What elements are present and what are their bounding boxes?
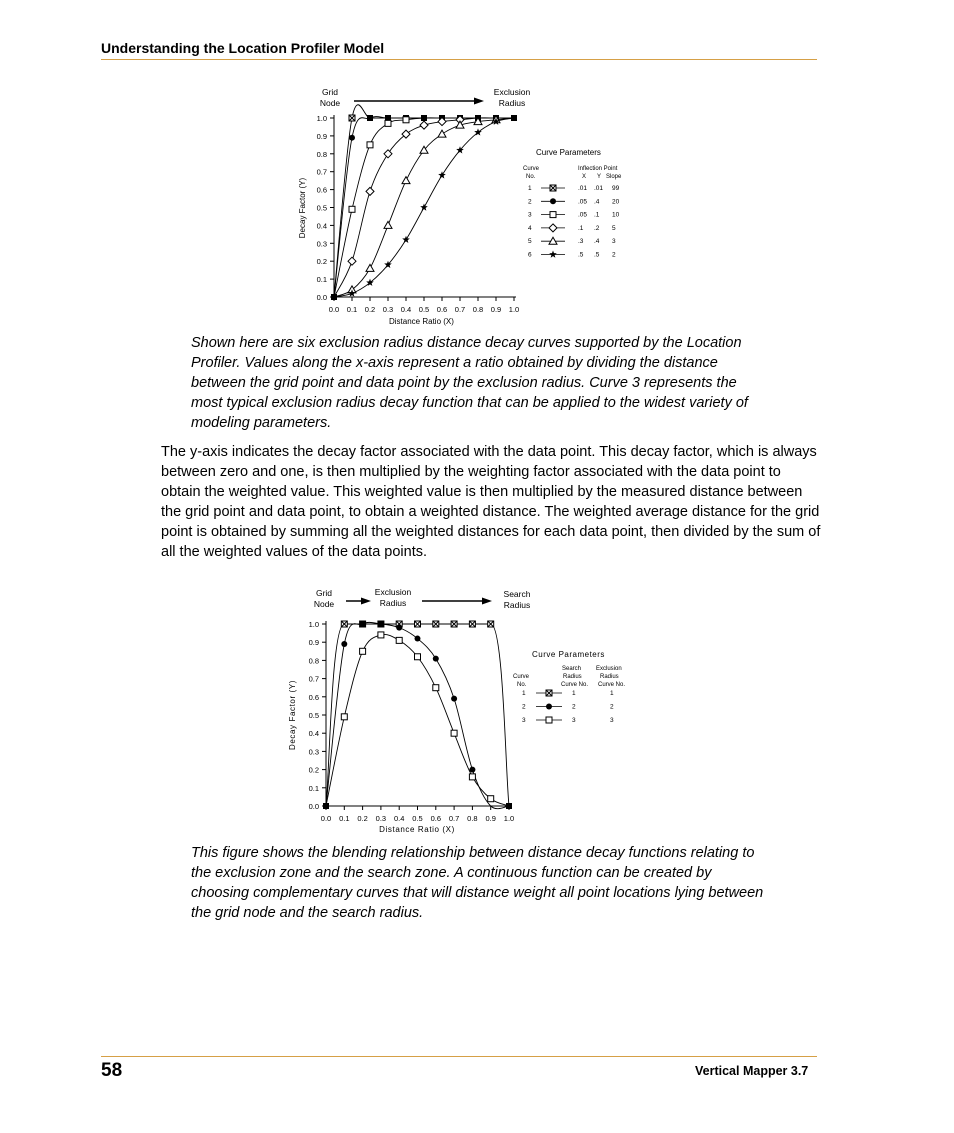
y-tick-label: 0.3 bbox=[308, 747, 319, 757]
legend-header: Radius bbox=[600, 674, 619, 680]
legend-curve-no: 2 bbox=[522, 703, 526, 711]
x-tick-label: 0.8 bbox=[467, 814, 478, 823]
y-tick-label: 1.0 bbox=[316, 114, 327, 123]
legend-header: No. bbox=[526, 174, 536, 180]
legend-x: .5 bbox=[578, 251, 584, 259]
legend-x: .3 bbox=[578, 238, 584, 246]
y-tick-label: 0.4 bbox=[316, 221, 327, 231]
marker-square bbox=[433, 685, 439, 691]
x-axis-label: Distance Ratio (X) bbox=[389, 317, 454, 326]
marker-diamond bbox=[348, 257, 356, 265]
x-tick-label: 0.4 bbox=[400, 305, 412, 314]
legend-slope: 5 bbox=[612, 224, 616, 232]
marker-square bbox=[396, 637, 402, 643]
legend-header: Curve No. bbox=[561, 682, 589, 688]
exclusion-arrow bbox=[346, 598, 371, 605]
y-tick-label: 0.2 bbox=[308, 765, 319, 775]
marker-star bbox=[549, 251, 557, 258]
x-tick-label: 0.4 bbox=[393, 814, 405, 823]
marker-square bbox=[349, 206, 355, 212]
x-tick-label: 0.3 bbox=[375, 814, 387, 823]
y-tick-label: 0.8 bbox=[308, 656, 319, 666]
legend-slope: 10 bbox=[612, 211, 620, 219]
y-tick-label: 0.1 bbox=[316, 275, 327, 285]
marker-dot bbox=[433, 656, 439, 662]
x-tick-label: 1.0 bbox=[508, 305, 520, 314]
series-line-1 bbox=[334, 105, 514, 297]
legend-slope: 2 bbox=[612, 251, 616, 259]
x-tick-label: 0.7 bbox=[454, 305, 466, 314]
legend-header: Slope bbox=[606, 174, 622, 180]
marker-xsquare bbox=[488, 621, 494, 627]
legend-header: Y bbox=[597, 174, 602, 180]
legend-slope: 3 bbox=[612, 238, 616, 246]
legend-search: 3 bbox=[572, 717, 576, 724]
legend-curve-no: 6 bbox=[528, 251, 532, 259]
legend-header: Radius bbox=[563, 674, 582, 680]
figure2-caption: This figure shows the blending relationship between distance decay functions relating to the exclusion zone and the search zone. A continuous function can be created by choosing complementary curves that will distance weight all point locations lying between the grid node and the search radius. bbox=[191, 845, 764, 921]
marker-xsquare bbox=[550, 185, 556, 191]
x-tick-label: 0.6 bbox=[430, 814, 442, 823]
footer-rule bbox=[101, 1056, 817, 1057]
x-tick-label: 0.6 bbox=[436, 305, 448, 314]
legend-y: .2 bbox=[594, 224, 600, 232]
legend-curve-no: 3 bbox=[528, 211, 532, 219]
marker-square bbox=[550, 212, 556, 218]
legend-search: 2 bbox=[572, 703, 576, 711]
marker-dot bbox=[415, 636, 421, 642]
y-tick-label: 0.0 bbox=[316, 293, 327, 302]
marker-square bbox=[385, 120, 391, 126]
y-tick-label: 0.0 bbox=[308, 802, 319, 811]
x-tick-label: 0.1 bbox=[346, 305, 358, 314]
legend-y: .4 bbox=[594, 198, 600, 206]
x-tick-label: 0.0 bbox=[328, 305, 340, 314]
y-tick-label: 0.6 bbox=[308, 692, 319, 702]
y-tick-label: 0.2 bbox=[316, 257, 327, 267]
legend-curve-no: 5 bbox=[528, 238, 532, 246]
marker-triangle bbox=[438, 130, 446, 137]
y-tick-label: 0.4 bbox=[308, 729, 319, 739]
x-tick-label: 0.9 bbox=[485, 814, 496, 823]
exclusion-radius-label: Exclusion bbox=[493, 87, 531, 97]
grid-node-label: Grid bbox=[321, 87, 339, 97]
marker-dot bbox=[550, 198, 556, 204]
marker-square bbox=[360, 648, 366, 654]
marker-star bbox=[438, 171, 446, 178]
header-rule bbox=[101, 59, 817, 60]
marker-xsquare bbox=[349, 115, 355, 121]
legend-header: X bbox=[582, 174, 587, 180]
y-tick-label: 0.3 bbox=[316, 239, 327, 249]
x-tick-label: 0.1 bbox=[339, 814, 350, 823]
legend-search: 1 bbox=[572, 690, 576, 697]
y-tick-label: 0.5 bbox=[316, 203, 327, 213]
page-header-title: Understanding the Location Profiler Model bbox=[101, 40, 385, 56]
y-tick-label: 0.7 bbox=[308, 674, 319, 684]
marker-square bbox=[367, 142, 373, 148]
x-tick-label: 0.2 bbox=[357, 814, 368, 823]
search-radius-label: Radius bbox=[503, 600, 531, 610]
marker-xsquare bbox=[341, 621, 347, 627]
marker-square bbox=[546, 717, 552, 723]
marker-triangle bbox=[549, 237, 557, 244]
marker-triangle bbox=[402, 177, 410, 184]
legend-exclusion: 1 bbox=[610, 690, 614, 697]
legend-x: .01 bbox=[578, 185, 588, 192]
series-line-2 bbox=[326, 622, 509, 808]
legend-slope: 99 bbox=[612, 185, 620, 192]
legend-y: .5 bbox=[594, 251, 600, 259]
y-tick-label: 1.0 bbox=[308, 620, 319, 629]
marker-filledsquare bbox=[367, 115, 373, 121]
x-tick-label: 1.0 bbox=[503, 814, 515, 823]
marker-triangle bbox=[366, 264, 374, 271]
legend-curve-no: 1 bbox=[528, 185, 532, 192]
legend-slope: 20 bbox=[612, 198, 620, 206]
legend-exclusion: 3 bbox=[610, 717, 614, 724]
footer-product: Vertical Mapper 3.7 bbox=[695, 1064, 809, 1078]
x-tick-label: 0.8 bbox=[472, 305, 484, 314]
marker-diamond bbox=[384, 150, 392, 158]
x-tick-label: 0.0 bbox=[320, 814, 332, 823]
y-tick-label: 0.9 bbox=[308, 638, 319, 648]
marker-xsquare bbox=[415, 621, 421, 627]
legend-curve-no: 1 bbox=[522, 690, 526, 697]
y-tick-label: 0.1 bbox=[308, 783, 319, 793]
legend-curve-no: 4 bbox=[528, 224, 532, 232]
y-axis-label: Decay Factor (Y) bbox=[288, 679, 297, 751]
legend-y: .1 bbox=[594, 211, 600, 219]
legend-x: .1 bbox=[578, 224, 584, 232]
legend-header: Inflection Point bbox=[578, 166, 618, 172]
x-tick-label: 0.3 bbox=[382, 305, 394, 314]
legend-header: Search bbox=[562, 666, 582, 672]
exclusion-arrow bbox=[354, 98, 484, 105]
exclusion-radius-label: Exclusion bbox=[374, 587, 412, 597]
marker-filledsquare bbox=[360, 621, 366, 627]
marker-dot bbox=[469, 767, 475, 773]
marker-dot bbox=[451, 696, 457, 702]
y-tick-label: 0.6 bbox=[316, 185, 327, 195]
marker-square bbox=[451, 730, 457, 736]
series-line-1 bbox=[326, 624, 509, 806]
y-tick-label: 0.7 bbox=[316, 167, 327, 177]
search-radius-label: Search bbox=[503, 589, 531, 599]
search-arrow bbox=[422, 598, 492, 605]
marker-xsquare bbox=[469, 621, 475, 627]
legend-title: Curve Parameters bbox=[536, 148, 601, 157]
marker-dot bbox=[341, 641, 347, 647]
marker-filledsquare bbox=[331, 294, 337, 300]
body-paragraph: The y-axis indicates the decay factor associated with the data point. This decay factor, which is always between zero and one, is then multiplied by the weighting factor associated with the data point to obtain the weighted value. This weighted value is then multiplied by the measured distance between the grid point and data point, to obtain a weighted distance. The weighted average distance for the grid point is obtained by summing all the weighted distances for each data point, then divided by the sum of all the weighted values of the data points. bbox=[161, 444, 821, 560]
exclusion-radius-label: Radius bbox=[379, 598, 407, 608]
marker-filledsquare bbox=[506, 803, 512, 809]
y-axis-label: Decay Factor (Y) bbox=[298, 177, 307, 239]
y-tick-label: 0.8 bbox=[316, 149, 327, 159]
legend-header: Exclusion bbox=[596, 666, 622, 672]
exclusion-radius-label: Radius bbox=[498, 98, 526, 108]
marker-xsquare bbox=[546, 690, 552, 696]
y-tick-label: 0.9 bbox=[316, 131, 327, 141]
marker-dot bbox=[349, 135, 355, 141]
legend-title: Curve Parameters bbox=[532, 650, 605, 659]
y-tick-label: 0.5 bbox=[308, 711, 319, 720]
marker-xsquare bbox=[451, 621, 457, 627]
x-tick-label: 0.7 bbox=[448, 814, 460, 823]
x-tick-label: 0.5 bbox=[412, 814, 423, 823]
legend-curve-no: 3 bbox=[522, 717, 526, 724]
marker-square bbox=[378, 632, 384, 638]
legend-curve-no: 2 bbox=[528, 198, 532, 206]
legend-header: Curve bbox=[513, 674, 530, 680]
marker-filledsquare bbox=[323, 803, 329, 809]
legend-x: .05 bbox=[578, 211, 588, 219]
x-axis-label: Distance Ratio (X) bbox=[379, 825, 455, 834]
marker-triangle bbox=[384, 221, 392, 228]
legend-y: .4 bbox=[594, 238, 600, 246]
legend-x: .05 bbox=[578, 198, 588, 206]
x-tick-label: 0.5 bbox=[418, 305, 430, 314]
legend-header: Curve bbox=[523, 166, 540, 172]
legend-header: No. bbox=[517, 682, 527, 688]
marker-square bbox=[341, 714, 347, 720]
legend-header: Curve No. bbox=[598, 682, 626, 688]
legend-exclusion: 2 bbox=[610, 703, 614, 711]
x-tick-label: 0.2 bbox=[364, 305, 376, 314]
marker-square bbox=[469, 774, 475, 780]
marker-square bbox=[488, 796, 494, 802]
page-number: 58 bbox=[101, 1060, 123, 1081]
figure1-caption: Shown here are six exclusion radius distance decay curves supported by the Location Profiler. Values along the x-axis represent a ratio obtained by dividing the distance between the grid point and data point by the exclusion radius. Curve 3 represents the most typical exclusion radius decay function that can be applied to the widest variety of modeling parameters. bbox=[191, 335, 748, 431]
marker-square bbox=[403, 117, 409, 123]
marker-dot bbox=[396, 625, 402, 631]
marker-star bbox=[420, 204, 428, 211]
marker-filledsquare bbox=[511, 115, 517, 121]
marker-diamond bbox=[549, 224, 557, 232]
grid-node-label: Grid bbox=[315, 588, 333, 598]
marker-dot bbox=[546, 704, 552, 710]
marker-xsquare bbox=[433, 621, 439, 627]
marker-diamond bbox=[420, 121, 428, 129]
marker-diamond bbox=[366, 187, 374, 195]
marker-star bbox=[402, 236, 410, 243]
marker-square bbox=[415, 654, 421, 660]
grid-node-label: Node bbox=[313, 599, 335, 609]
marker-filledsquare bbox=[421, 115, 427, 121]
blending-decay-figure bbox=[0, 580, 954, 840]
legend-y: .01 bbox=[594, 185, 604, 192]
grid-node-label: Node bbox=[319, 98, 341, 108]
marker-filledsquare bbox=[378, 621, 384, 627]
x-tick-label: 0.9 bbox=[490, 305, 502, 314]
